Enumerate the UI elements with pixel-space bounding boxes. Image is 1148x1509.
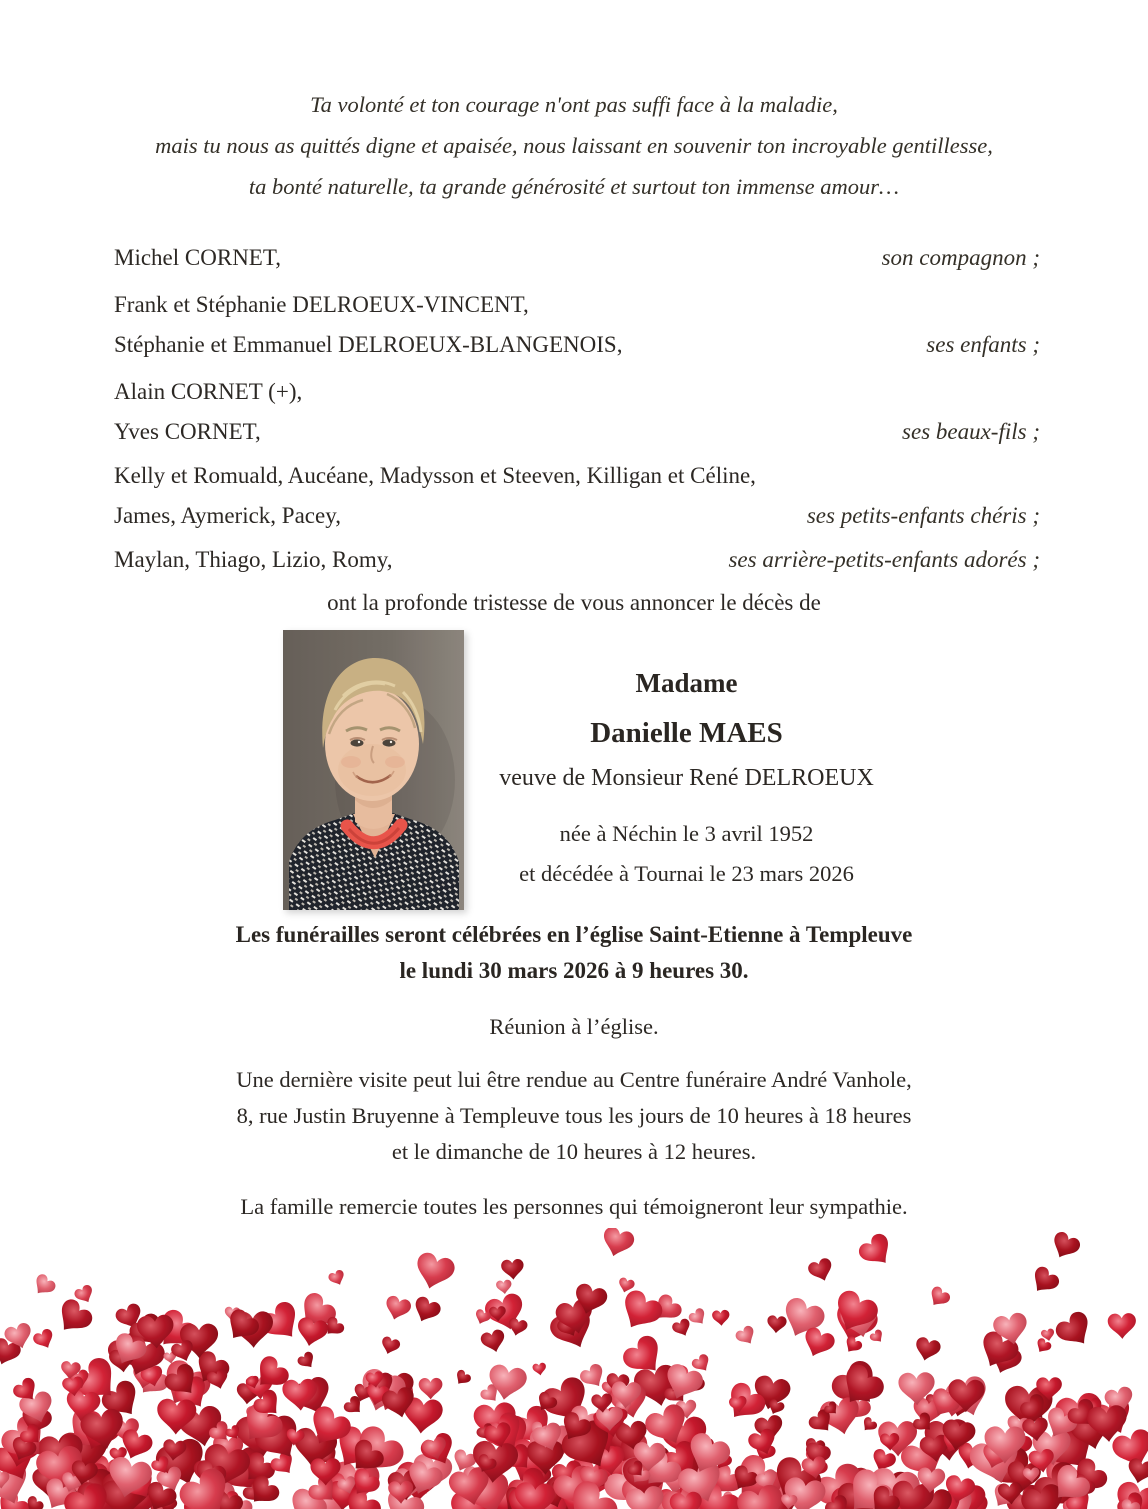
eye <box>383 739 396 746</box>
deceased-name: Danielle MAES <box>590 717 783 749</box>
widow-line: veuve de Monsieur René DELROEUX <box>499 765 874 791</box>
relation-label: ses arrière-petits-enfants adorés ; <box>728 547 1040 572</box>
epigraph <box>0 0 1148 207</box>
birth-line: née à Néchin le 3 avril 1952 <box>559 821 814 846</box>
visitation-line: Une dernière visite peut lui être rendue au Centre funéraire André Vanhole, <box>236 1067 912 1092</box>
relation-label: ses enfants ; <box>926 332 1040 357</box>
thanks-line: La famille remercie toutes les personnes qui témoigneront leur sympathie. <box>240 1194 908 1219</box>
epigraph-line: Ta volonté et ton courage n'ont pas suffi face à la maladie, <box>310 92 838 117</box>
relative-names: Alain CORNET (+), <box>114 379 303 404</box>
relative-group-row <box>114 238 1040 278</box>
visitation-details <box>0 1062 1148 1170</box>
deceased-title: Madame <box>635 668 738 698</box>
relative-names: Frank et Stéphanie DELROEUX-VINCENT, <box>114 292 529 317</box>
eye <box>351 739 364 746</box>
visitation-line: et le dimanche de 10 heures à 12 heures. <box>391 1139 757 1164</box>
epigraph-line: ta bonté naturelle, ta grande générosité et surtout ton immense amour… <box>248 174 900 199</box>
relation-label: ses beaux-fils ; <box>902 419 1040 444</box>
relative-names: Stéphanie et Emmanuel DELROEUX-BLANGENOIS, <box>114 332 623 357</box>
relative-group-row <box>114 496 1040 536</box>
relative-group-row <box>114 540 1040 580</box>
relatives-list <box>114 238 1040 580</box>
relative-names: Michel CORNET, <box>114 245 281 270</box>
relation-label: ses petits-enfants chéris ; <box>806 503 1040 528</box>
deceased-section <box>283 630 1148 910</box>
deceased-identity <box>464 630 909 910</box>
epigraph-line: mais tu nous as quittés digne et apaisée, nous laissant en souvenir ton incroyable gentillesse, <box>155 133 993 158</box>
portrait-photo <box>283 630 464 910</box>
funeral-line: Les funérailles seront célébrées en l’église Saint-Etienne à Templeuve <box>235 922 913 947</box>
hearts-confetti <box>0 1228 1148 1509</box>
relative-names: Maylan, Thiago, Lizio, Romy, <box>114 547 393 572</box>
relative-group-row <box>114 412 1040 452</box>
relative-group-row <box>114 325 1040 365</box>
relation-label: son compagnon ; <box>881 245 1040 270</box>
relative-names: James, Aymerick, Pacey, <box>114 503 341 528</box>
death-line: et décédée à Tournai le 23 mars 2026 <box>519 861 854 886</box>
meeting-line: Réunion à l’église. <box>489 1014 659 1039</box>
announcement-text: ont la profonde tristesse de vous annoncer le décès de <box>327 590 821 615</box>
funeral-details <box>0 917 1148 989</box>
relative-names: Kelly et Romuald, Aucéane, Madysson et Steeven, Killigan et Céline, <box>114 463 756 488</box>
funeral-line: le lundi 30 mars 2026 à 9 heures 30. <box>399 958 749 983</box>
relative-names: Yves CORNET, <box>114 419 261 444</box>
visitation-line: 8, rue Justin Bruyenne à Templeuve tous les jours de 10 heures à 18 heures <box>236 1103 912 1128</box>
